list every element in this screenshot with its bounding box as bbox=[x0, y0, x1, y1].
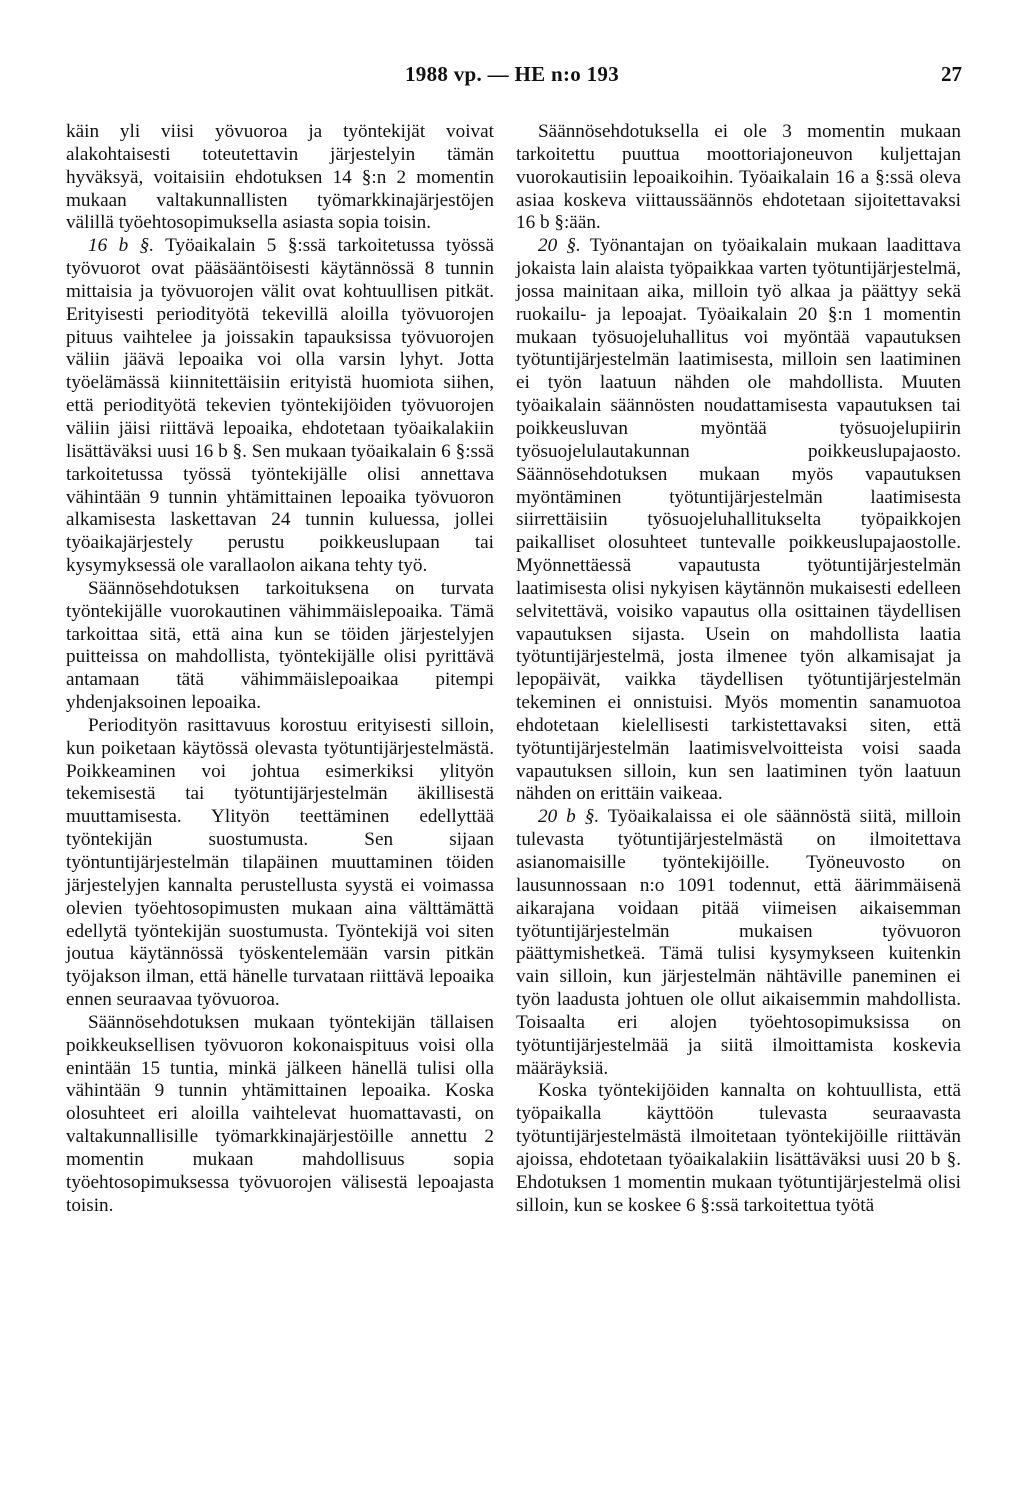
right-paragraph-3 bbox=[516, 806, 961, 1080]
right-paragraph-4: Koska työntekijöiden kannalta on kohtuullista, että työpaikalla käyttöön tulevasta seuraavasta työtuntijärjestelmästä ilmoitetaan työntekijöille riittävän ajoissa, ehdotetaan työaikalakiin lisättäväksi uusi 20 b §. Ehdotuksen 1 momentin mukaan työtuntijärjestelmä olisi silloin, kun se koskee 6 §:ssä tarkoitettua työtä bbox=[516, 1080, 961, 1216]
left-paragraph-5: Säännösehdotuksen mukaan työntekijän tällaisen poikkeuksellisen työvuoron kokonaispituus voisi olla enintään 15 tuntia, minkä jälkeen hänellä tulisi olla vähintään 9 tunnin yhtämittainen lepoaika. Koska olosuhteet eri aloilla vaihtelevat huomattavasti, on valtakunnallisille työmarkkinajärjestöille annettu 2 momentin mukaan mahdollisuus sopia työehtosopimuksessa työvuorojen välisestä lepoajasta toisin. bbox=[66, 1011, 494, 1216]
section-heading-20: 20 §. bbox=[538, 235, 581, 257]
section-heading-20b: 20 b §. bbox=[538, 806, 600, 828]
left-paragraph-3: Säännösehdotuksen tarkoituksena on turvata työntekijälle vuorokautinen vähimmäislepoaika. Tämä tarkoittaa sitä, että aina kun se töiden järjestelyjen puitteissa on mahdollista, työntekijälle olisi pyrittävä antamaan tätä vähimmäislepoaikaa pitempi yhdenjaksoinen lepoaika. bbox=[66, 577, 494, 714]
right-paragraph-1: Säännösehdotuksella ei ole 3 momentin mukaan tarkoitettu puuttua moottoriajoneuvon kuljettajan vuorokautisiin lepoaikoihin. Työaikalain 16 a §:ssä oleva asiaa koskeva viittaussäännös ehdotetaan sijoitettavaksi 16 b §:ään. bbox=[516, 121, 961, 234]
right-column bbox=[516, 121, 961, 1218]
left-paragraph-2-text: Työaikalain 5 §:ssä tarkoitetussa työssä työvuorot ovat pääsääntöisesti käytännössä 8 tunnin mittaisia ja työvuorojen välit ovat kohtuullisen pitkät. Erityisesti periodityötä tekevillä aloilla työvuorojen pituus vaihtelee ja joissakin tapauksissa työvuorojen väliin jäävä lepoaika voi olla varsin lyhyt. Jotta työelämässä kiinnitettäisiin erityistä huomiota siihen, että periodityötä tekevien työntekijöiden työvuorojen väliin jäisi riittävä lepoaika, ehdotetaan työaikalakiin lisättäväksi uusi 16 b §. Sen mukaan työaikalain 6 §:ssä tarkoitetussa työssä työntekijälle olisi annettava vähintään 9 tunnin yhtämittainen lepoaika työvuoron alkamisesta laskettavan 24 tunnin kuluessa, jollei työaikajärjestely perustu poikkeuslupaan tai kysymyksessä ole varallaolon aikana tehty työ. bbox=[66, 235, 494, 577]
page-header bbox=[0, 62, 1024, 92]
left-column bbox=[66, 121, 494, 1218]
left-paragraph-2 bbox=[66, 235, 494, 578]
right-paragraph-2-text: Työnantajan on työaikalain mukaan laadittava jokaista lain alaista työpaikkaa varten työtuntijärjestelmä, jossa mainitaan aika, milloin työ alkaa ja päättyy sekä ruokailu- ja lepoajat. Työaikalain 20 §:n 1 momentin mukaan työsuojeluhallitus voi myöntää vapautuksen työtuntijärjestelmän laatimisesta, milloin sen laatiminen ei työn laatuun nähden ole mahdollista. Muuten työaikalain säännösten noudattamisesta vapautuksen tai poikkeusluvan myöntää työsuojelupiirin työsuojelulautakunnan poikkeuslupajaosto. Säännösehdotuksen mukaan myös vapautuksen myöntäminen työtuntijärjestelmän laatimisesta siirrettäisiin työsuojeluhallitukselta työpaikkojen paikalliset olosuhteet tuntevalle poikkeuslupajaostolle. Myönnettäessä vapautusta työtuntijärjestelmän laatimisesta olisi nykyisen käytännön mukaisesti edelleen selvitettävä, voisiko vapautus olla osittainen täydellisen vapautuksen sijasta. Usein on mahdollista laatia työtuntijärjestelmä, josta ilmenee työn alkamisajat ja lepopäivät, vaikka täydellisen työtuntijärjestelmän tekeminen ei onnistuisi. Myös momentin sanamuotoa ehdotetaan kielellisesti tarkistettavaksi siten, että työtuntijärjestelmän laatimisvelvoitteista voisi saada vapautuksen silloin, kun sen laatiminen työn laatuun nähden on erittäin vaikeaa. bbox=[516, 235, 962, 805]
running-head: 1988 vp. — HE n:o 193 bbox=[405, 62, 619, 86]
right-paragraph-2 bbox=[516, 235, 961, 806]
section-heading-16b: 16 b §. bbox=[88, 235, 155, 257]
left-paragraph-1: käin yli viisi yövuoroa ja työntekijät voivat alakohtaisesti toteutettavin järjestelyin tämän hyväksyä, voitaisiin ehdotuksen 14 §:n 2 momentin mukaan valtakunnallisten työmarkkinajärjestöjen välillä työehtosopimuksella asiasta sopia toisin. bbox=[66, 121, 494, 234]
right-paragraph-3-text: Työaikalaissa ei ole säännöstä siitä, milloin tulevasta työtuntijärjestelmästä on ilmoitettava asianomaisille työntekijöille. Työneuvosto on lausunnossaan n:o 1091 todennut, että äärimmäisenä aikarajana voidaan pitää viimeisen aikaisemman työtuntijärjestelmän mukaisen työvuoron päättymishetkeä. Tämä tulisi kysymykseen kuitenkin vain silloin, kun järjestelmän nähtäville paneminen ei työn laadusta johtuen ole ollut aikaisemmin mahdollista. Toisaalta eri alojen työehtosopimuksissa on työtuntijärjestelmää ja siitä ilmoittamista koskevia määräyksiä. bbox=[516, 806, 961, 1079]
page-number: 27 bbox=[941, 62, 962, 86]
left-paragraph-4: Periodityön rasittavuus korostuu erityisesti silloin, kun poiketaan käytössä olevasta työtuntijärjestelmästä. Poikkeaminen voi johtua esimerkiksi ylityön tekemisestä tai työtuntijärjestelmän äkillisestä muuttamisesta. Ylityön teettäminen edellyttää työntekijän suostumusta. Sen sijaan työntuntijärjestelmän tilapäinen muuttaminen töiden järjestelyjen kannalta perustellusta syystä ei voimassa olevien työehtosopimusten mukaan aina välttämättä edellytä työntekijän suostumusta. Työntekijä voi siten joutua käytännössä työskentelemään varsin pitkän työjakson ilman, että hänelle turvataan riittävä lepoaika ennen seuraavaa työvuoroa. bbox=[66, 714, 494, 1011]
